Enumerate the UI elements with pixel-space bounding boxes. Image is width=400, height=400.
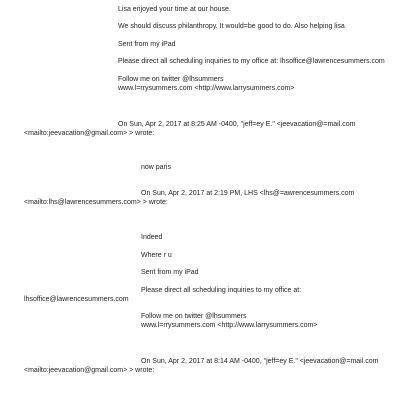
quote-header: On Sun, Apr 2, 2017 at 8:14 AM -0400, "jeff=ey E." <jeevacation@=mail.com	[141, 358, 379, 365]
quote-header: On Sun, Apr 2, 2017 at 2:19 PM, LHS <lhs@=awrencesummers.com	[141, 190, 355, 197]
body-line: now paris	[141, 164, 171, 171]
body-line: Indeed	[141, 234, 163, 241]
website-line: www.l=rrysummers.com <http://www.larrysummers.com>	[118, 85, 295, 92]
website-line: www.l=rrysummers.com <http://www.larrysummers.com>	[141, 322, 318, 329]
quote-header: On Sun, Apr 2, 2017 at 8:25 AM -0400, "jeff=ey E." <jeevacation@=mail.com	[118, 121, 356, 128]
twitter-line: Follow me on twitter @lhsummers	[141, 313, 247, 320]
scheduling-line: Please direct all scheduling inquiries to my office at: lhsoffice@lawrencesummers.com	[118, 58, 385, 65]
body-line: We should discuss philanthropy. It would=be good to do. Also helping lisa	[118, 23, 345, 30]
scheduling-email-line: lhsoffice@lawrencesummers.com	[24, 296, 129, 303]
signoff-line: Sent from my iPad	[141, 269, 199, 276]
body-line: Where r u	[141, 252, 172, 259]
quote-header-continued: <mailto:jeevacation@gmail.com> > wrote:	[24, 367, 155, 374]
body-line: Lisa enjoyed your time at our house.	[118, 6, 231, 13]
scheduling-line: Please direct all scheduling inquiries to my office at:	[141, 287, 302, 294]
twitter-line: Follow me on twitter @lhsummers	[118, 76, 224, 83]
quote-header-continued: <mailto:lhs@lawrencesummers.com> > wrote:	[24, 199, 168, 206]
quote-header-continued: <mailto:jeevacation@gmail.com> > wrote:	[24, 130, 155, 137]
signoff-line: Sent from my iPad	[118, 41, 176, 48]
